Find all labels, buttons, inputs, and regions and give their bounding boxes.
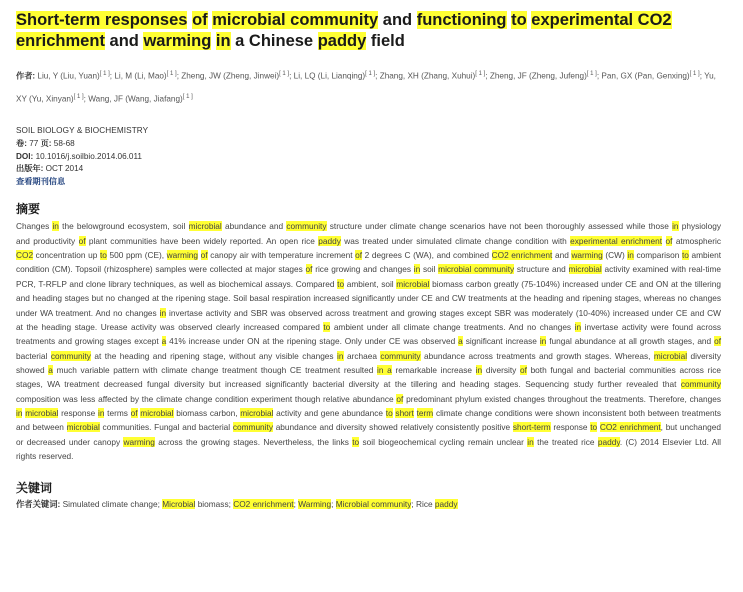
article-title [16, 0, 727, 52]
title-highlight: paddy [317, 32, 367, 50]
abstract-highlight: in [413, 264, 421, 275]
abstract-text: structure and [514, 264, 569, 275]
abstract-highlight: to [385, 407, 393, 418]
abstract-highlight: term [416, 407, 434, 418]
abstract-heading: 摘要 [16, 202, 41, 217]
abstract-text: was treated under simulated climate change condition with [340, 235, 571, 246]
abstract-text: diversity [482, 364, 520, 375]
abstract-text: terms [104, 407, 131, 418]
title-highlight: in [215, 32, 231, 50]
author-link[interactable]: Liu, Y (Liu, Yuan) [37, 71, 100, 81]
abstract-text: composition was less affected by the climate change condition experiment though relative abundance [16, 393, 397, 404]
abstract-highlight: a [458, 336, 463, 347]
author-separator: ; [109, 71, 113, 81]
author-separator: ; [289, 71, 292, 81]
doi-value: 10.1016/j.soilbio.2014.06.011 [35, 151, 142, 161]
abstract-text: response [550, 422, 591, 433]
abstract-highlight: to [590, 422, 598, 433]
title-highlight: functioning [416, 11, 507, 29]
abstract-highlight: to [99, 250, 107, 261]
abstract-text: ambient, soil [344, 278, 397, 289]
abstract-text: communities. Fungal and bacterial [99, 422, 233, 433]
author-affiliation-ref[interactable]: [ 1 ] [166, 71, 177, 77]
abstract-highlight: in [159, 307, 167, 318]
abstract-text [662, 236, 665, 246]
abstract-highlight: warming [166, 250, 199, 261]
abstract-highlight: to [681, 250, 689, 261]
abstract-text: canopy air with temperature increment [207, 250, 356, 261]
abstract-text: much variable pattern with climate change treatment though CE treatment resulted [52, 364, 378, 375]
abstract-highlight: of [665, 235, 673, 246]
abstract-highlight: community [50, 350, 91, 361]
date-value: OCT 2014 [45, 164, 84, 174]
abstract-text: invertase activity were found across treatments and growing stages except [16, 321, 721, 347]
author-link[interactable]: Zheng, JW (Zheng, Jinwei) [181, 71, 280, 81]
abstract-highlight: warming [123, 436, 155, 447]
abstract-text: 41% increase under ON at the ripening stage. Only under CE was observed [166, 336, 459, 347]
date-row [16, 163, 727, 176]
abstract-highlight: CO2 enrichment [491, 250, 553, 261]
title-text: a Chinese [230, 32, 318, 50]
keyword-highlight: Microbial [162, 499, 196, 510]
author-link[interactable]: Yu, XY (Yu, Xinyan) [16, 71, 716, 104]
abstract-text: Changes [16, 221, 53, 232]
author-affiliation-ref[interactable]: [ 1 ] [475, 71, 486, 77]
abstract-highlight: to [352, 436, 360, 447]
author-link[interactable]: Li, LQ (Li, Lianqing) [293, 71, 366, 81]
abstract-text: fungal abundance at all growth stages, and [546, 336, 715, 347]
authors-label: 作者: [16, 71, 36, 81]
volume-label: 卷: [16, 139, 27, 149]
abstract-highlight: warming [571, 250, 603, 261]
abstract-text [16, 219, 721, 463]
abstract-text: at the heading and ripening stage, without any visible changes [90, 350, 338, 361]
abstract-highlight: community [380, 350, 421, 361]
keyword-text: biomass; [195, 499, 234, 510]
author-affiliation-ref[interactable]: [ 1 ] [99, 71, 110, 77]
author-affiliation-ref[interactable]: [ 1 ] [586, 71, 597, 77]
keyword-text: ; [331, 499, 336, 510]
abstract-highlight: to [337, 278, 345, 289]
abstract-highlight: of [78, 235, 86, 246]
abstract-highlight: microbial [240, 407, 274, 418]
abstract-text: . (C) 2014 Elsevier Ltd. All rights reserved. [16, 436, 721, 461]
abstract-text: (CW) [602, 250, 628, 261]
abstract-highlight: microbial [25, 407, 59, 418]
abstract-highlight: microbial [66, 422, 100, 433]
abstract-highlight: in a [377, 364, 392, 375]
keyword-highlight: Microbial community [335, 499, 412, 510]
journal-name: SOIL BIOLOGY & BIOCHEMISTRY [16, 126, 149, 136]
keyword-highlight: paddy [434, 499, 458, 510]
abstract-highlight: microbial community [438, 264, 515, 275]
abstract-highlight: in [527, 436, 534, 447]
abstract-text: the treated rice [533, 436, 598, 447]
abstract-highlight: in [672, 221, 679, 232]
title-highlight: experimental CO2 enrichment [16, 11, 672, 50]
journal-info-link[interactable]: 查看期刊信息 [16, 176, 66, 186]
abstract-text: ambient under all climate change treatments. And no changes [330, 321, 575, 332]
abstract-text: activity and gene abundance [273, 407, 386, 418]
abstract-text: soil biogeochemical cycling remain unclear [359, 436, 528, 447]
pages-label: 页: [40, 139, 52, 149]
abstract-highlight: a [161, 336, 167, 347]
author-link[interactable]: Pan, GX (Pan, Genxing) [601, 71, 690, 81]
abstract-highlight: in [337, 350, 344, 361]
abstract-text: activity examined with real-time PCR, T-RFLP and clone library techniques, as well as biochemical assays. Compared [16, 264, 721, 289]
title-highlight: Short-term responses [16, 11, 188, 29]
abstract-text: comparison [633, 250, 682, 261]
abstract-highlight: of [130, 407, 138, 418]
pages-value: 58-68 [53, 139, 75, 149]
volume-pages [16, 138, 727, 151]
author-separator: ; [176, 71, 179, 81]
title-highlight: warming [143, 32, 212, 50]
abstract-highlight: in [627, 250, 634, 261]
author-affiliation-ref[interactable]: [ 1 ] [182, 93, 193, 100]
abstract-text: climate change conditions were shown inconsistent both between treatments and between [16, 407, 722, 433]
abstract-highlight: community [232, 422, 273, 433]
abstract-text: biomass carbon greatly (75-104%) increased under CE and ON at the tillering and heading stages but no changed at the ripening stage. Soil basal respiration increased significantly under CE and CW treatments at the heading and ripening stages, whereas no changes under WA treatment. And no changes [16, 278, 721, 318]
author-affiliation-ref[interactable]: [ 1 ] [279, 71, 290, 77]
abstract-highlight: in [16, 407, 23, 418]
author-affiliation-ref[interactable]: [ 1 ] [73, 93, 84, 100]
abstract-text: biomass carbon, [173, 407, 241, 418]
abstract-text: remarkable increase [391, 364, 476, 375]
abstract-highlight: of [396, 393, 404, 404]
title-highlight: microbial community [212, 11, 379, 29]
abstract-text: the belowground ecosystem, soil [58, 221, 189, 232]
author-separator: ; [83, 94, 86, 104]
abstract-highlight: short [395, 407, 414, 418]
abstract-highlight: in [52, 221, 59, 232]
author-affiliation-ref[interactable]: [ 1 ] [365, 71, 376, 77]
abstract-highlight: of [714, 336, 722, 347]
keyword-text: ; Rice [411, 499, 435, 510]
date-label: 出版年: [16, 164, 44, 174]
abstract-highlight: of [519, 364, 527, 375]
abstract-highlight: microbial [396, 278, 430, 289]
abstract-text: 2 degrees C (WA), and combined [362, 250, 492, 261]
author-link[interactable]: Zhang, XH (Zhang, Xuhui) [379, 71, 476, 81]
abstract-text: , but unchanged or decreased under canopy [16, 422, 721, 447]
abstract-highlight: CO2 enrichment [599, 422, 661, 433]
abstract-highlight: experimental enrichment [570, 235, 663, 246]
abstract-highlight: microbial [188, 221, 222, 232]
abstract-text: rice growing and changes [312, 264, 414, 275]
volume-value: 77 [29, 139, 39, 149]
abstract-highlight: microbial [653, 350, 688, 361]
title-highlight: of [192, 11, 208, 29]
abstract-highlight: in [539, 336, 547, 347]
abstract-text: soil [420, 264, 439, 275]
abstract-highlight: in [97, 407, 105, 418]
abstract-text: 500 ppm (CE), [106, 250, 167, 261]
abstract-text: physiology and productivity [16, 221, 721, 246]
abstract-highlight: paddy [318, 235, 341, 246]
source-info [16, 125, 727, 188]
abstract-highlight: to [323, 321, 331, 332]
abstract-highlight: in [574, 321, 582, 332]
keyword-text: Simulated climate change; [62, 499, 163, 510]
abstract-highlight: of [200, 250, 208, 261]
abstract-text: archaea [343, 350, 381, 361]
abstract-text: across the growing stages. Nevertheless, the links [154, 436, 353, 447]
author-link[interactable]: Li, M (Li, Mao) [114, 71, 167, 81]
abstract-text: abundance and [221, 221, 287, 232]
title-text: and [378, 11, 417, 29]
abstract-text: significant increase [462, 336, 540, 347]
keyword-text: ; [293, 499, 299, 510]
abstract-text: atmospheric [672, 235, 722, 246]
author-link[interactable]: Zheng, JF (Zheng, Jufeng) [489, 71, 587, 81]
abstract-text: plant communities have been widely reported. An open rice [85, 235, 319, 246]
author-keywords [16, 498, 727, 510]
doi-row [16, 151, 727, 164]
abstract-highlight: community [286, 221, 327, 232]
abstract-highlight: of [355, 250, 363, 261]
author-link[interactable]: Wang, JF (Wang, Jiafang) [88, 94, 183, 104]
abstract-text: and [552, 250, 572, 261]
abstract-highlight: of [305, 264, 313, 275]
doi-label: DOI: [16, 151, 34, 161]
author-separator: ; [699, 71, 702, 81]
abstract-text: response [58, 407, 98, 418]
author-affiliation-ref[interactable]: [ 1 ] [689, 71, 700, 77]
author-separator: ; [596, 71, 600, 81]
author-separator: ; [375, 71, 378, 81]
abstract-text: structure under climate change scenarios have not been thoroughly assessed while those [326, 221, 673, 232]
abstract-highlight: microbial [140, 407, 174, 418]
authors-line [16, 64, 727, 109]
abstract-text: invertase activity and SBR was observed across treatment and growing stages except SBR was moderately (10-40%) increased under CE and CW at the heading stage. Urease activity was observed clearly increased compared [16, 307, 721, 332]
abstract-highlight: paddy [597, 436, 620, 447]
title-text: field [366, 32, 405, 50]
keywords-label: 作者关键词: [16, 499, 61, 510]
abstract-highlight: CO2 [16, 250, 34, 261]
keywords-heading: 关键词 [16, 481, 53, 496]
abstract-highlight: microbial [568, 264, 602, 275]
abstract-text: both fungal and bacterial communities across rice stages, WA treatment decreased fungal diversity but increased significantly bacterial diversity at the tillering and heading stages. Sequencing study further revealed that [16, 364, 721, 390]
abstract-highlight: a [48, 364, 53, 375]
abstract-text: abundance and diversity showed relatively consistently positive [272, 422, 513, 433]
abstract-text: abundance across treatments and growth stages. Whereas, [420, 350, 654, 361]
title-text: and [104, 32, 144, 50]
abstract-highlight: community [680, 379, 721, 390]
keyword-highlight: CO2 enrichment [233, 499, 294, 510]
title-highlight: to [511, 11, 527, 29]
keyword-highlight: Warming [298, 499, 332, 510]
abstract-text: bacterial [16, 350, 51, 361]
abstract-highlight: in [475, 364, 483, 375]
abstract-text: ambient condition (CM). Topsoil (rhizosphere) samples were collected at major stages [16, 250, 722, 275]
abstract-text: concentration up [33, 250, 100, 261]
author-separator: ; [485, 71, 488, 81]
abstract-text: diversity showed [16, 350, 721, 375]
abstract-text: predominant phylum existed changes throughout the treatments. Therefore, changes [403, 393, 721, 404]
abstract-highlight: short-term [512, 422, 551, 433]
